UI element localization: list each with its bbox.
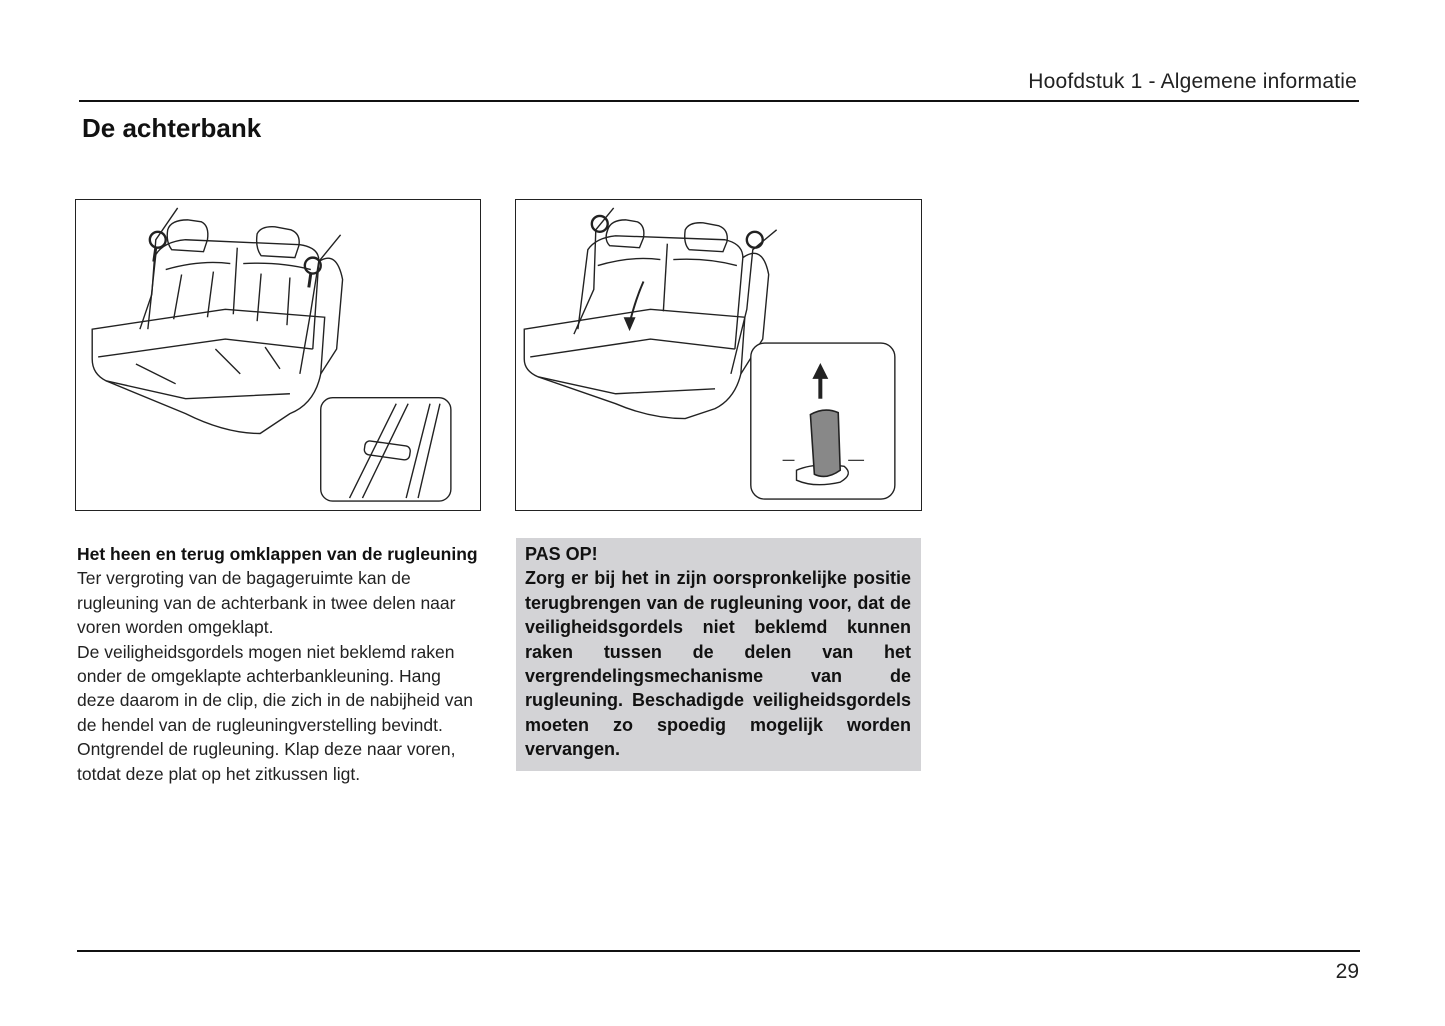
caution-title: PAS OP! xyxy=(525,544,598,564)
page-number: 29 xyxy=(1335,960,1359,983)
rear-seat-belt-clip-illustration-icon xyxy=(76,200,480,510)
caution-box xyxy=(516,538,921,771)
caution-body: Zorg er bij het in zijn oorspronkelijke positie terugbrengen van de rugleuning voor, dat de veiligheidsgordels niet beklemd kunnen raken tussen de delen van het vergrendelingsmechanisme van de rugleuning. Beschadigde veiligheidsgordels moeten zo spoedig mogelijk worden vervangen. xyxy=(525,568,911,760)
bottom-divider xyxy=(77,950,1360,952)
instruction-paragraph: Ontgrendel de rugleuning. Klap deze naar voren, totdat deze plat op het zitkussen ligt. xyxy=(77,739,456,784)
chapter-header: Hoofdstuk 1 - Algemene informatie xyxy=(1028,70,1357,93)
instruction-heading: Het heen en terug omklappen van de rugleuning xyxy=(77,544,478,564)
instruction-text xyxy=(77,542,482,786)
top-divider xyxy=(79,100,1359,102)
section-title: De achterbank xyxy=(82,113,262,143)
figure-seat-belt-clip xyxy=(75,199,481,511)
instruction-paragraph: Ter vergroting van de bagageruimte kan de rugleuning van de achterbank in twee delen naar voren worden omgeklapt. xyxy=(77,568,456,638)
instruction-paragraph: De veiligheidsgordels mogen niet beklemd raken onder de omgeklapte achterbankleuning. Hang deze daarom in de clip, die zich in de nabijheid van de hendel van de rugleuningverstelling bevindt. xyxy=(77,641,473,735)
figure-seat-release-lever xyxy=(515,199,922,511)
rear-seat-release-lever-illustration-icon xyxy=(516,200,921,510)
